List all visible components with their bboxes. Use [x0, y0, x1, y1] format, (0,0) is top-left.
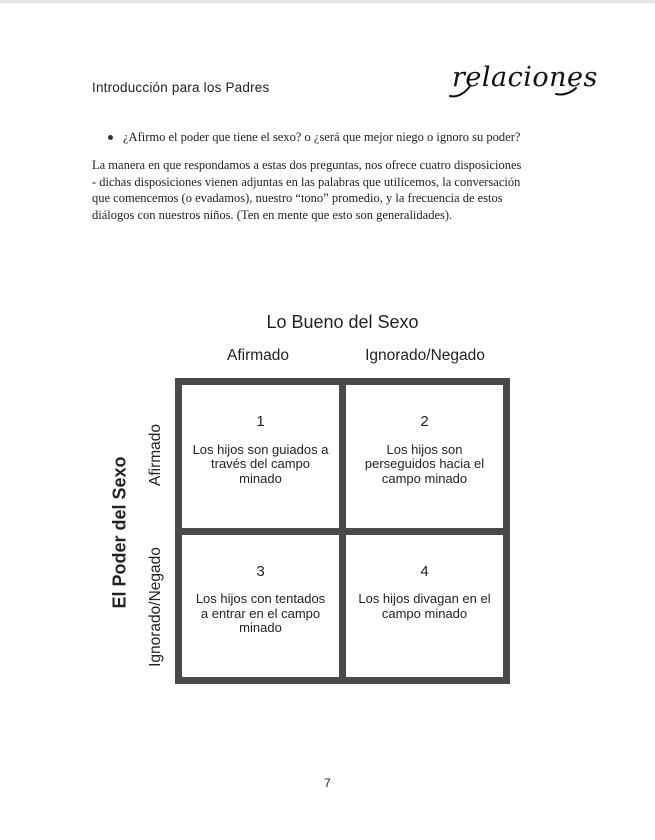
- brand-swash-icon: [448, 72, 578, 102]
- paragraph-line: diálogos con nuestros niños. (Ten en mente que esto son generalidades).: [92, 207, 453, 222]
- matrix-side-title: [104, 380, 136, 684]
- bullet-item: [108, 130, 578, 145]
- row-label-text: Afirmado: [147, 423, 164, 487]
- cell-number: 4: [420, 562, 429, 580]
- matrix-cell-3: [182, 535, 339, 678]
- cell-text: Los hijos son perseguidos hacia el campo minado: [364, 441, 485, 486]
- cell-number: 2: [420, 413, 429, 430]
- row-label-text: Ignorado/Negado: [147, 547, 165, 667]
- bullet-dot-icon: [108, 135, 113, 140]
- matrix-cell-4: [346, 535, 503, 678]
- brand-logo: relaciones: [452, 62, 598, 93]
- cell-number: 1: [256, 413, 265, 430]
- intro-paragraph: [92, 157, 570, 223]
- matrix-cell-2: [346, 385, 503, 528]
- matrix-cell-1: [182, 385, 339, 528]
- cell-text: Los hijos divagan en el campo minado: [358, 591, 491, 621]
- paragraph-line: La manera en que respondamos a estas dos preguntas, nos ofrece cuatro disposiciones: [92, 158, 522, 172]
- bullet-text: ¿Afirmo el poder que tiene el sexo? o ¿será que mejor niego o ignoro su poder?: [123, 130, 521, 144]
- disposition-matrix: [175, 378, 510, 684]
- page-top-border: [0, 0, 655, 3]
- cell-number: 3: [256, 562, 265, 580]
- cell-text: Los hijos con tentados a entrar en el campo minado: [195, 591, 326, 635]
- side-title-text: El Poder del Sexo: [109, 455, 130, 609]
- column-label-ignorado: Ignorado/Negado: [365, 347, 485, 364]
- row-label-ignorado: [140, 530, 172, 684]
- matrix-title: Lo Bueno del Sexo: [266, 312, 419, 332]
- column-label-afirmado: Afirmado: [226, 347, 290, 364]
- page-number: 7: [324, 776, 331, 790]
- row-label-afirmado: [140, 380, 172, 530]
- header-title: Introducción para los Padres: [92, 80, 270, 95]
- paragraph-line: que comencemos (o evadamos), nuestro “tono” promedio, y la frecuencia de estos: [92, 191, 503, 205]
- cell-text: Los hijos son guiados a través del campo minado: [192, 441, 329, 486]
- paragraph-line: - dichas disposiciones vienen adjuntas en las palabras que utilicemos, la conversación: [92, 174, 521, 189]
